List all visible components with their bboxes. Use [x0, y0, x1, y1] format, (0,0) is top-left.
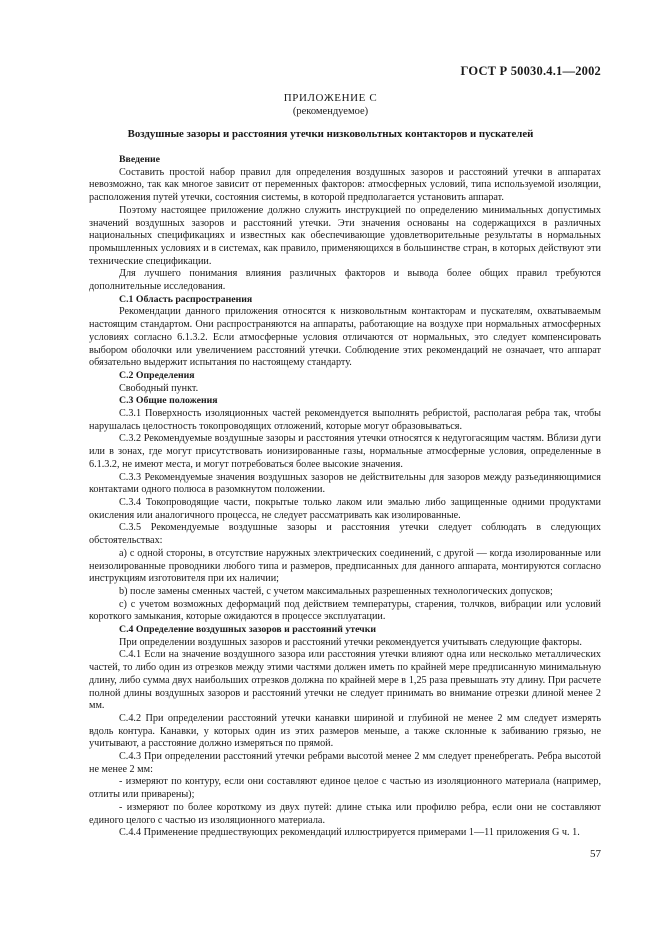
paragraph-c4: При определении воздушных зазоров и расстояний утечки рекомендуется учитывать следующие факторы.: [119, 636, 582, 648]
paragraph-c3-4: С.3.4 Токопроводящие части, покрытые только лаком или эмалью либо защищенные одними продуктами окисления или аналогичного процесса, не следует рассматривать как изолированные.: [89, 496, 601, 521]
appendix-subtitle: (рекомендуемое): [292, 106, 369, 117]
paragraph-c3-3: С.3.3 Рекомендуемые значения воздушных зазоров не действительны для зазоров между разъединяющимися контактами одного полюса в разомкнутом положении.: [89, 471, 601, 496]
section-heading-c3: С.3 Общие положения: [119, 395, 218, 407]
paragraph-c4-1: С.4.1 Если на значение воздушного зазора или расстояния утечки влияют одна или несколько металлических частей, то либо один из отрезков между этими частями должен иметь по крайней мере предписанную минимальную длину, либо сумма двух наибольших отрезков должна по крайней мере в 1,25 раза превышать эту длину. При расчете полной длины воздушных зазоров и расстояний утечки не следует принимать во внимание отрезки длиной менее 2 мм.: [89, 649, 601, 712]
list-item-c3-5-b: b) после замены сменных частей, с учетом максимальных разрешенных технологических допусков;: [119, 585, 553, 597]
appendix-title: ПРИЛОЖЕНИЕ С: [283, 92, 378, 104]
paragraph-intro-2: Поэтому настоящее приложение должно служить инструкцией по определению минимальных допустимых значений воздушных зазоров и расстояний утечки. Эти значения основаны на содержащихся в различных национальных спецификациях и известных как обеспечивающие удовлетворительные результаты в нормальных промышленных условиях и в системах, как правило, применяющихся в большинстве стран, в которых действуют эти технические спецификации.: [89, 204, 601, 267]
list-item-c4-3-b: - измеряют по более короткому из двух путей: длине стыка или профилю ребра, если они не составляют единого целого с частью из изоляционного материала.: [89, 801, 601, 826]
list-item-c3-5-c: с) с учетом возможных деформаций под действием температуры, старения, толчков, вибрации или условий короткого замыкания, которые ожидаются в процессе эксплуатации.: [89, 598, 601, 623]
paragraph-intro-3: Для лучшего понимания влияния различных факторов и вывода более общих правил требуются дополнительные исследования.: [89, 268, 601, 293]
paragraph-c3-1: С.3.1 Поверхность изоляционных частей рекомендуется выполнять ребристой, располагая ребра так, чтобы нарушалась целостность токопроводящих отложений, которые могут образовываться.: [89, 408, 601, 432]
section-heading-c1: С.1 Область распространения: [119, 293, 253, 305]
paragraph-c1: Рекомендации данного приложения относятся к низковольтным контакторам и пускателям, охватываемым настоящим стандартом. Они распространяются на аппараты, работающие на воздухе при нормальных атмосферных условиях согласно 6.1.3.2. Если атмосферные условия отличаются от нормальных, это следует компенсировать выбором оболочки или увеличением расстояний утечки. Соблюдение этих рекомендаций не означает, что аппарат обязательно выдержит испытания по настоящему стандарту.: [89, 306, 601, 369]
list-item-c3-5-a: а) с одной стороны, в отсутствие наружных электрических соединений, с другой — когда изолированные или неизолированные проводники любого типа и размеров, предписанных для данного аппарата, монтируются согласно инструкциям изготовителя при их наличии;: [89, 547, 601, 585]
paragraph-c3-5: С.3.5 Рекомендуемые воздушные зазоры и расстояния утечки следует соблюдать в следующих обстоятельствах:: [89, 522, 601, 547]
appendix-heading: [0, 92, 661, 118]
paragraph-c4-2: С.4.2 При определении расстояний утечки канавки шириной и глубиной не менее 2 мм следует измерять вдоль контура. Канавки, у которых один из этих размеров меньше, а также склонные к забиванию грязью, не учитывают, а расстояние должно измеряться по прямой.: [89, 712, 601, 750]
page-number: 57: [590, 848, 601, 860]
document-body: [89, 154, 601, 840]
section-heading-c2: С.2 Определения: [119, 369, 195, 381]
paragraph-c4-4: С.4.4 Применение предшествующих рекомендаций иллюстрируется примерами 1—11 приложения G ч. 1.: [119, 827, 580, 839]
section-heading-intro: Введение: [119, 154, 160, 165]
paragraph-c4-3: С.4.3 При определении расстояний утечки ребрами высотой менее 2 мм следует пренебрегать. Ребра высотой не менее 2 мм:: [89, 751, 601, 775]
section-heading-c4: С.4 Определение воздушных зазоров и расстояний утечки: [119, 624, 376, 636]
document-title: Воздушные зазоры и расстояния утечки низковольтных контакторов и пускателей: [127, 128, 534, 140]
standard-designation: ГОСТ Р 50030.4.1—2002: [460, 64, 601, 78]
paragraph-c2: Свободный пункт.: [119, 382, 199, 394]
paragraph-intro-1: Составить простой набор правил для определения воздушных зазоров и расстояний утечки в аппаратах невозможно, так как многое зависит от переменных факторов: атмосферных условий, типа используемой изоляции, расположения путей утечки, состояния системы, в которой предполагается установить аппарат.: [89, 166, 601, 204]
paragraph-c3-2: С.3.2 Рекомендуемые воздушные зазоры и расстояния утечки относятся к недугогасящим частям. Вблизи дуги или в зонах, где могут присутствовать ионизированные газы, нормальные атмосферные условия, определенные в 6.1.3.2, не имеют места, и могут потребоваться более высокие значения.: [89, 433, 601, 470]
list-item-c4-3-a: - измеряют по контуру, если они составляют единое целое с частью из изоляционного материала (например, отлиты или приварены);: [89, 776, 601, 801]
